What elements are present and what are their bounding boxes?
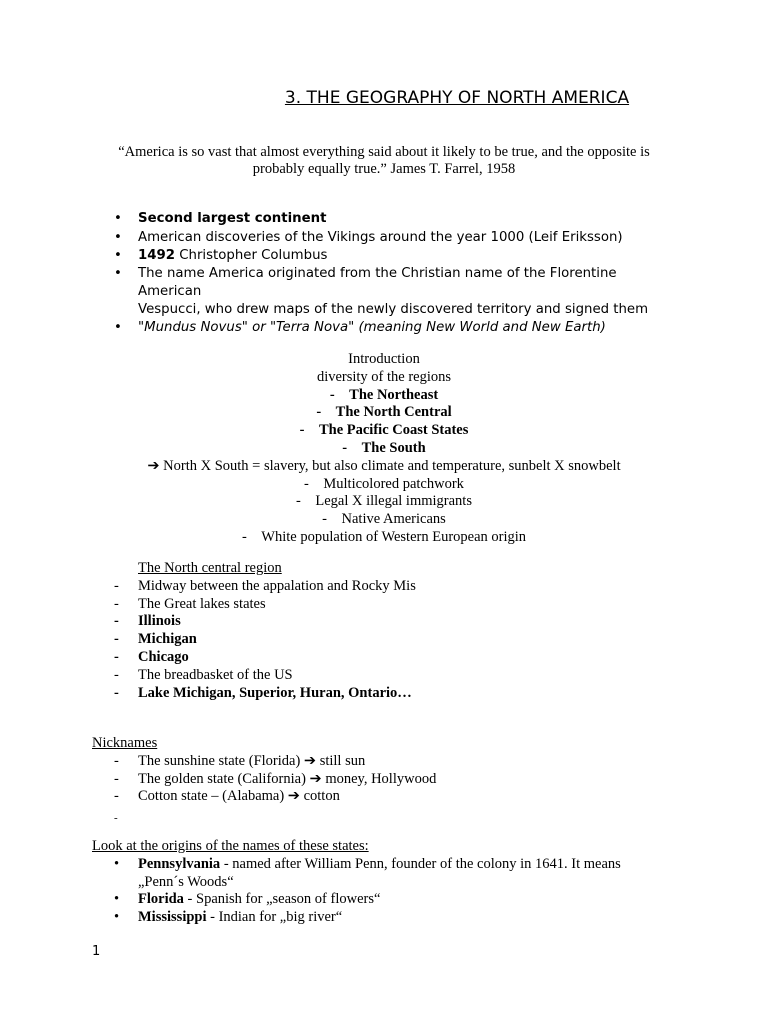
region-pacific: - The Pacific Coast States bbox=[299, 422, 469, 439]
immigrants-item: - Legal X illegal immigrants bbox=[296, 493, 472, 510]
natives-item: - Native Americans bbox=[322, 511, 446, 528]
list-item: • "Mundus Novus" or "Terra Nova" (meaning New World and New Earth) bbox=[114, 320, 606, 335]
list-item: - The golden state (California) ➔ money, Hollywood bbox=[114, 770, 437, 787]
north-south-line: ➔ North X South = slavery, but also climate and temperature, sunbelt X snowbelt bbox=[147, 457, 621, 474]
intro-section bbox=[0, 351, 768, 547]
white-pop-item: - White population of Western European origin bbox=[241, 528, 527, 545]
region-north-central: - The North Central bbox=[316, 404, 452, 421]
bullet-icon: • bbox=[114, 891, 120, 908]
arrow-right-icon: ➔ bbox=[309, 770, 322, 787]
bullet-icon: • bbox=[114, 909, 120, 926]
page-number: 1 bbox=[92, 944, 101, 959]
list-item-continuation: „Penn´s Woods“ bbox=[138, 873, 234, 890]
list-item: - The Great lakes states bbox=[114, 595, 266, 612]
list-item: - The breadbasket of the US bbox=[114, 666, 293, 683]
region-northeast: - The Northeast bbox=[329, 386, 439, 403]
section-heading: Nicknames bbox=[92, 735, 158, 751]
origins-section bbox=[92, 838, 692, 927]
list-item: - The sunshine state (Florida) ➔ still sun bbox=[114, 752, 366, 769]
list-item: - Midway between the appalation and Rocky Mis bbox=[114, 577, 416, 594]
bullet-icon: • bbox=[114, 211, 122, 226]
list-item: • The name America originated from the Christian name of the Florentine American Vespucci, who drew maps of the newly discovered territory and signed them bbox=[114, 266, 649, 317]
list-item: - Cotton state – (Alabama) ➔ cotton bbox=[114, 788, 340, 805]
list-item: - Lake Michigan, Superior, Huran, Ontario… bbox=[114, 684, 412, 701]
arrow-right-icon: ➔ bbox=[147, 457, 160, 474]
list-item: • Second largest continent bbox=[114, 211, 327, 226]
bullet-icon: • bbox=[114, 266, 122, 281]
north-central-section bbox=[114, 560, 714, 702]
section-heading: Look at the origins of the names of these states: bbox=[92, 838, 369, 854]
bullet-icon: • bbox=[114, 248, 122, 263]
region-south: - The South bbox=[342, 439, 426, 456]
list-item: • Mississippi - Indian for „big river“ bbox=[114, 909, 343, 926]
bullet-icon: • bbox=[114, 230, 122, 245]
list-item: • American discoveries of the Vikings around the year 1000 (Leif Eriksson) bbox=[114, 230, 623, 245]
page-title: 3. THE GEOGRAPHY OF NORTH AMERICA bbox=[284, 88, 630, 108]
introduction-label: Introduction bbox=[348, 351, 420, 367]
nicknames-section: Nicknames - The sunshine state (Florida) ➔ still sun - The golden state (California) ➔ money, Hollywood - Cotton state – (Alabama) ➔ cotton - bbox=[92, 735, 692, 806]
bullet-icon: • bbox=[114, 855, 120, 872]
bullet-icon: • bbox=[114, 320, 122, 335]
intro-bullet-list bbox=[114, 210, 674, 337]
list-item: • 1492 Christopher Columbus bbox=[114, 248, 328, 263]
section-heading: The North central region bbox=[138, 560, 282, 576]
list-item: - Chicago bbox=[114, 648, 189, 665]
list-item: - Michigan bbox=[114, 631, 197, 648]
list-item: • Pennsylvania - named after William Penn, founder of the colony in 1641. It means bbox=[114, 855, 621, 872]
diversity-label: diversity of the regions bbox=[316, 368, 452, 385]
quote: “America is so vast that almost everything said about it likely to be true, and the opposite is probably equally true.” James T. Farrel, 1958 bbox=[118, 144, 650, 177]
list-item: - Illinois bbox=[114, 613, 181, 630]
list-item: • Florida - Spanish for „season of flowers“ bbox=[114, 891, 381, 908]
arrow-right-icon: ➔ bbox=[303, 752, 317, 769]
patchwork-item: - Multicolored patchwork bbox=[304, 475, 464, 492]
arrow-right-icon: ➔ bbox=[287, 788, 300, 805]
